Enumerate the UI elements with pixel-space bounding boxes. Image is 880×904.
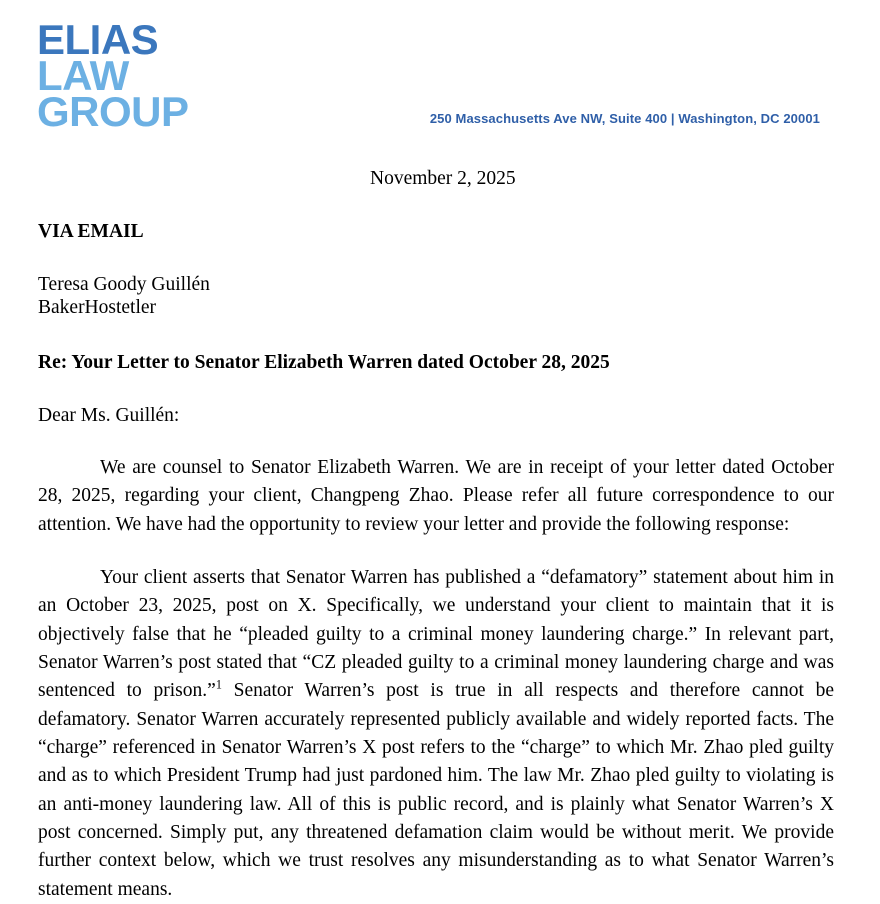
letter-date: November 2, 2025	[370, 168, 516, 189]
delivery-method: VIA EMAIL	[38, 221, 144, 243]
letterhead	[0, 0, 880, 150]
recipient-block	[38, 273, 834, 321]
body-paragraph-2	[38, 564, 834, 904]
body-paragraph-1: We are counsel to Senator Elizabeth Warren. We are in receipt of your letter dated October 28, 2025, regarding your client, Changpeng Zhao. Please refer all future correspondence to our attention. We have had the opportunity to review your letter and provide the following response:	[38, 456, 834, 535]
paragraph-2-part-a: Your client asserts that Senator Warren has published a “defamatory” statement about him in an October 23, 2025, post on X. Specifically, we understand your client to maintain that it is objectively false that he “pleaded guilty to a criminal money laundering charge.” In relevant part, Senator Warren’s post stated that “CZ pleaded guilty to a criminal money laundering charge and was sentenced to prison.”	[38, 566, 834, 702]
letter-body	[38, 166, 834, 904]
logo-line-law: LAW	[37, 52, 129, 100]
recipient-firm: BakerHostetler	[38, 297, 157, 319]
recipient-name: Teresa Goody Guillén	[38, 273, 210, 295]
subject-line: Re: Your Letter to Senator Elizabeth Warren dated October 28, 2025	[38, 352, 610, 374]
salutation: Dear Ms. Guillén:	[38, 404, 180, 426]
footnote-marker-1[interactable]: 1	[215, 677, 222, 692]
logo-line-elias: ELIAS	[37, 16, 159, 63]
elias-law-group-logo	[37, 16, 189, 136]
logo-line-group: GROUP	[37, 88, 189, 136]
paragraph-2-part-b: Senator Warren’s post is true in all respects and therefore cannot be defamatory. Senator Warren accurately represented publicly available and widely reported facts. The “charge” referenced in Senator Warren’s X post refers to the “charge” to which Mr. Zhao pled guilty and as to which President Trump had just pardoned him. The law Mr. Zhao pled guilty to violating is an anti-money laundering law. All of this is public record, and is plainly what Senator Warren’s X post concerned. Simply put, any threatened defamation claim would be without merit. We provide further context below, which we trust resolves any misunderstanding as to what Senator Warren’s statement means.	[38, 680, 835, 900]
firm-address: 250 Massachusetts Ave NW, Suite 400 | Washington, DC 20001	[429, 111, 820, 126]
